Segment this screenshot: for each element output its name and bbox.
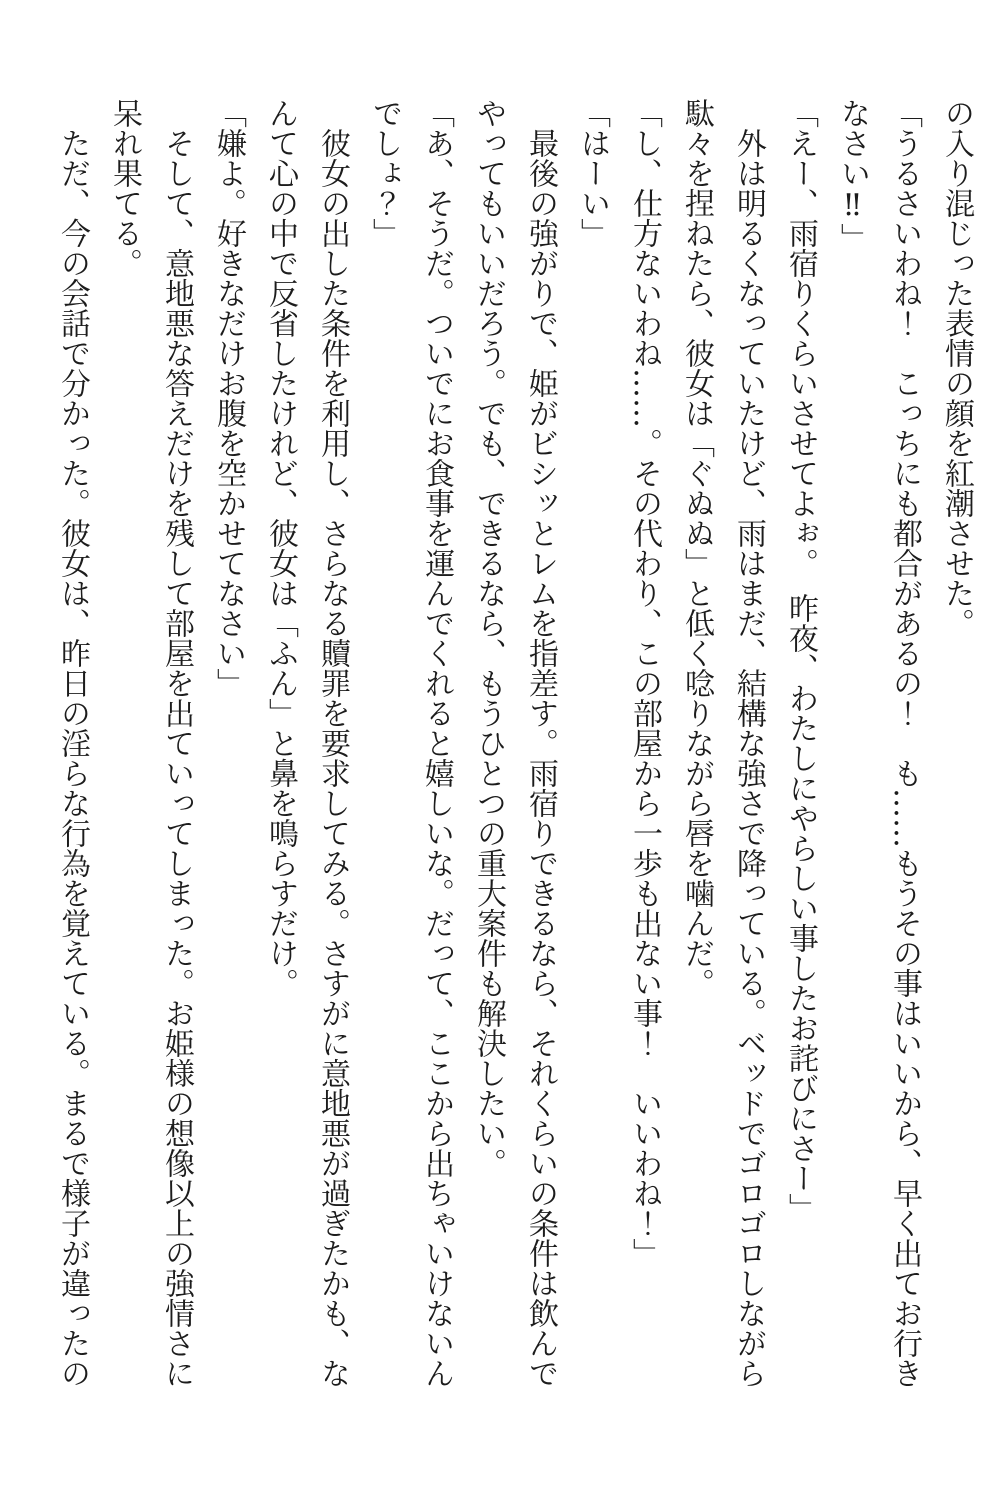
text-column: んて心の中で反省したけれど、彼女は「ふん」と鼻を鳴らすだけ。 (263, 98, 298, 998)
text-column: ただ、今の会話で分かった。彼女は、昨日の淫らな行為を覚えている。まるで様子が違ったの (55, 128, 90, 1388)
text-column: なさい‼」 (835, 98, 870, 253)
text-column: そして、意地悪な答えだけを残して部屋を出ていってしまった。お姫様の想像以上の強情さに (159, 128, 194, 1388)
text-column: やってもいいだろう。でも、できるなら、もうひとつの重大案件も解決したい。 (471, 98, 506, 1178)
text-column: 駄々を捏ねたら、彼女は「ぐぬぬ」と低く唸りながら唇を噛んだ。 (679, 98, 714, 998)
text-column: 彼女の出した条件を利用し、さらなる贖罪を要求してみる。さすがに意地悪が過ぎたかも、な (315, 128, 350, 1388)
text-column: 呆れ果てる。 (107, 98, 142, 278)
text-column: 「し、仕方ないわね……。その代わり、この部屋から一歩も出ない事！ いいわね！」 (627, 98, 662, 1268)
text-column: 「はーい」 (575, 98, 610, 248)
text-column: 「えー、雨宿りくらいさせてよぉ。 昨夜、わたしにやらしい事したお詫びにさー」 (783, 98, 818, 1223)
text-column: でしょ？」 (367, 98, 402, 248)
text-column: の入り混じった表情の顔を紅潮させた。 (939, 98, 974, 638)
text-column: 最後の強がりで、姫がビシッとレムを指差す。雨宿りできるなら、それくらいの条件は飲んで (523, 128, 558, 1388)
text-column: 「あ、そうだ。ついでにお食事を運んでくれると嬉しいな。だって、ここから出ちゃいけないん (419, 98, 454, 1388)
text-column: 「うるさいわね！ こっちにも都合があるの！ も……もうその事はいいから、早く出てお行き (887, 98, 922, 1388)
text-column: 外は明るくなっていたけど、雨はまだ、結構な強さで降っている。ベッドでゴロゴロしながら (731, 128, 766, 1388)
text-column: 「嫌よ。好きなだけお腹を空かせてなさい」 (211, 98, 246, 698)
